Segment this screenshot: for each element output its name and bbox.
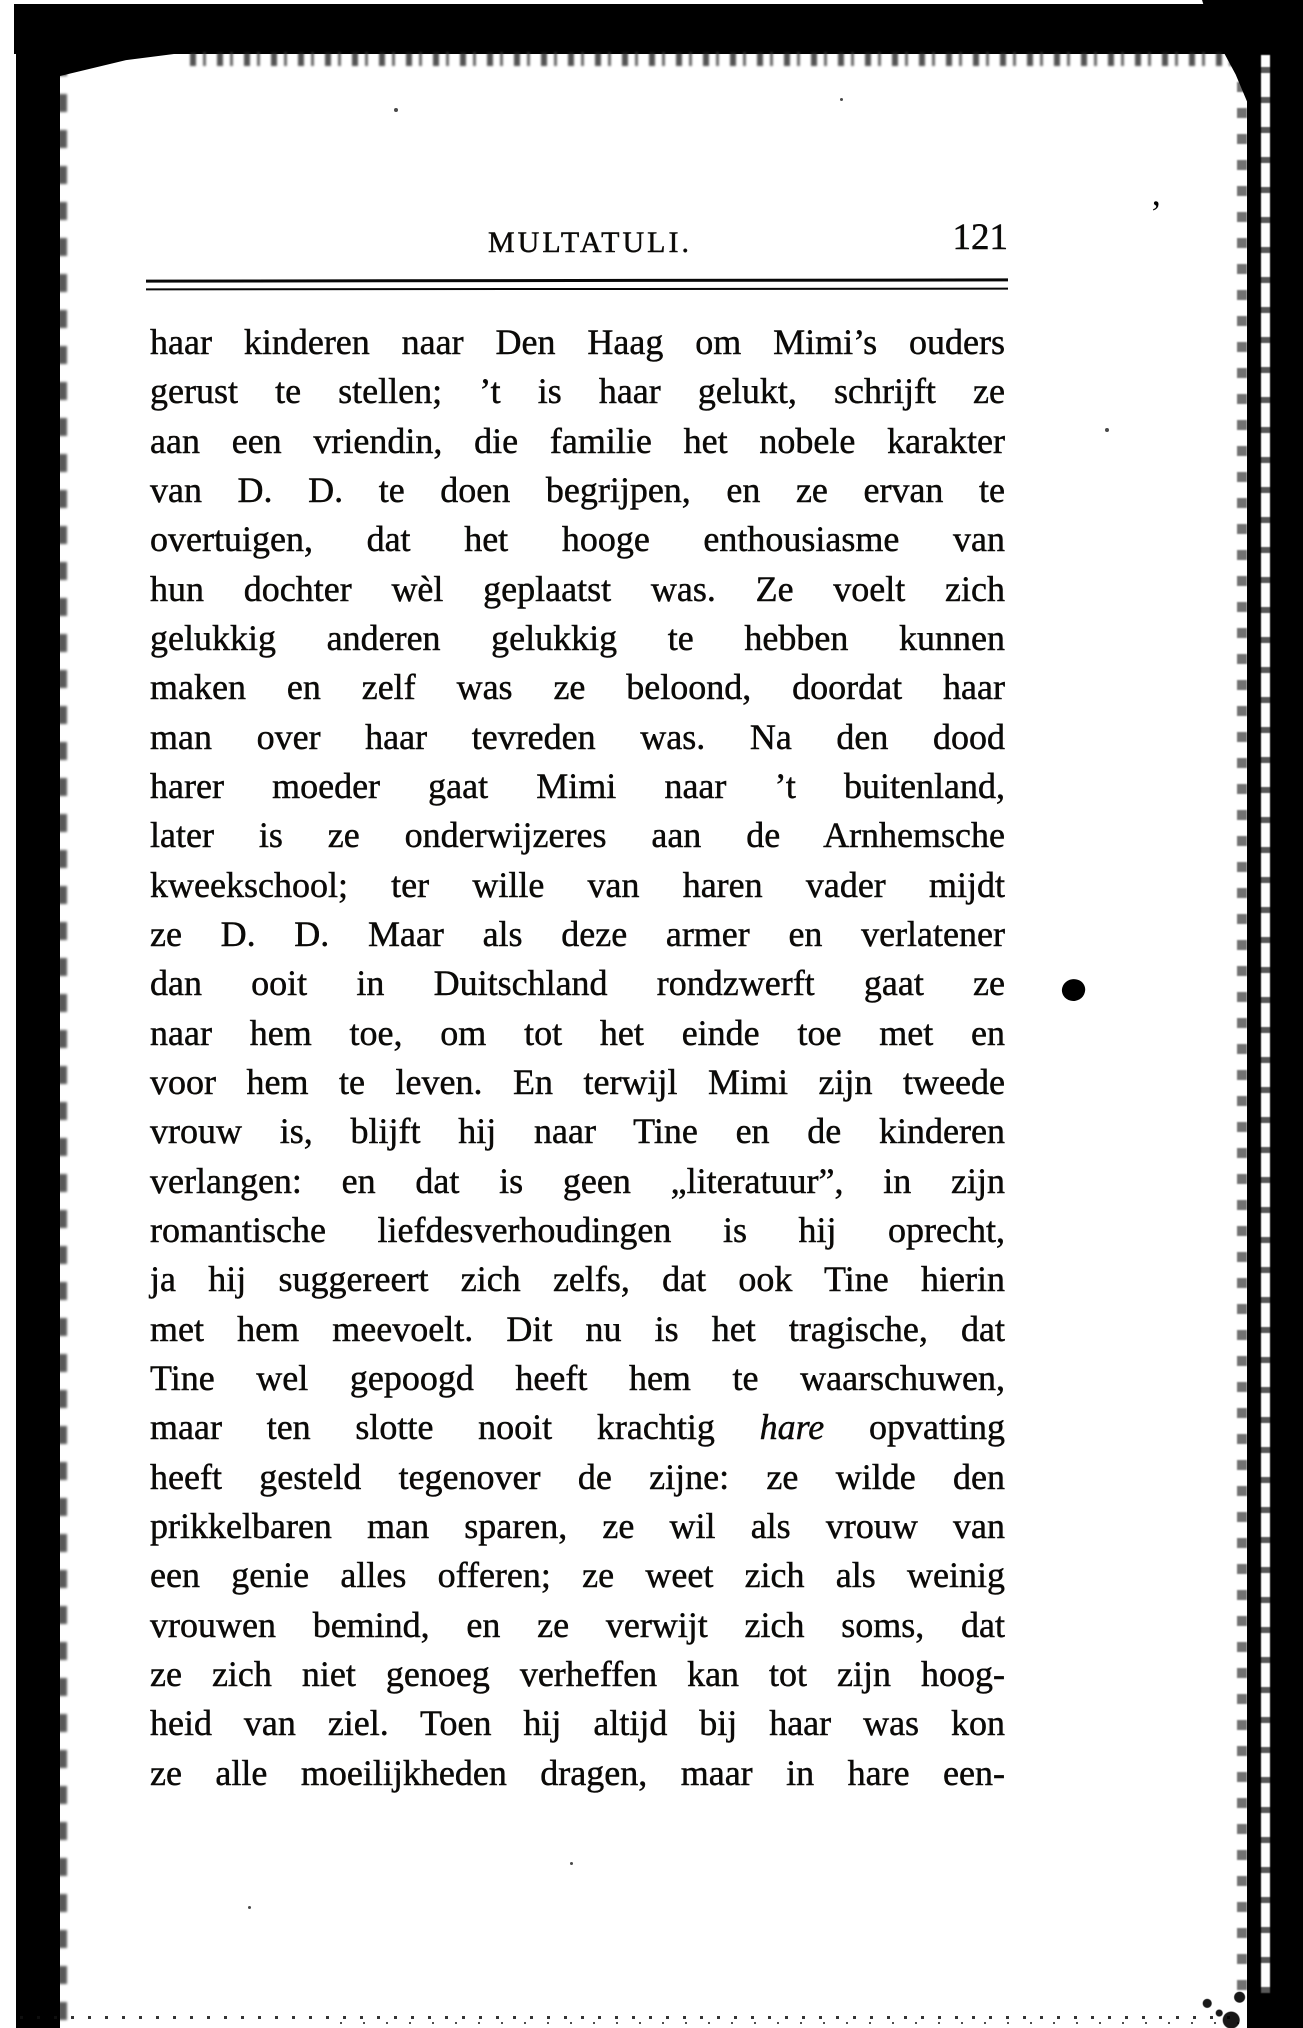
text-line: maken en zelf was ze beloond, doordat haar <box>150 667 1005 708</box>
scan-fray-right <box>1237 60 1247 1990</box>
text-line: Tine wel gepoogd heeft hem te waarschuwen, <box>150 1357 1005 1398</box>
text-line: een genie alles offeren; ze weet zich als weinig <box>150 1555 1005 1596</box>
text-line: ja hij suggereert zich zelfs, dat ook Tine hierin <box>150 1259 1005 1300</box>
paper-speck <box>394 108 398 112</box>
page-number: 121 <box>952 217 1008 258</box>
paper-speck <box>1105 428 1109 432</box>
text-line: heeft gesteld tegenover de zijne: ze wilde den <box>150 1456 1005 1497</box>
text-block <box>150 318 1005 1798</box>
scan-border-left <box>16 4 60 2028</box>
text-line: gelukkig anderen gelukkig te hebben kunnen <box>150 617 1005 658</box>
scan-fray-top <box>190 52 1235 66</box>
text-line: hun dochter wèl geplaatst was. Ze voelt zich <box>150 568 1005 609</box>
text-line: man over haar tevreden was. Na den dood <box>150 716 1005 757</box>
scan-speckles-corner <box>1188 1984 1248 2028</box>
header-rule-bottom <box>146 288 1008 291</box>
stray-mark: ’ <box>1150 193 1162 233</box>
text-line: haar kinderen naar Den Haag om Mimi’s ouders <box>150 322 1005 362</box>
scan-speckles-bottom <box>20 2016 1242 2019</box>
text-line: van D. D. te doen begrijpen, en ze ervan te <box>150 469 1005 510</box>
text-line: gerust te stellen; ’t is haar gelukt, schrijft ze <box>150 371 1005 412</box>
paper-speck <box>248 1906 251 1909</box>
scan-fray-left <box>58 70 67 2020</box>
text-line: later is ze onderwijzeres aan de Arnhemsche <box>150 815 1005 856</box>
text-line: verlangen: en dat is geen „literatuur”, in zijn <box>150 1160 1005 1201</box>
ink-blob <box>1060 977 1088 1004</box>
text-line: overtuigen, dat het hooge enthousiasme van <box>150 519 1005 560</box>
scan-speckles-bottom-2 <box>340 2022 1240 2024</box>
text-line: vrouw is, blijft hij naar Tine en de kinderen <box>150 1111 1005 1152</box>
header-rule-top <box>146 278 1008 282</box>
text-line: harer moeder gaat Mimi naar ’t buitenland, <box>150 765 1005 806</box>
text-line: voor hem te leven. En terwijl Mimi zijn tweede <box>150 1061 1005 1102</box>
text-line: prikkelbaren man sparen, ze wil als vrouw van <box>150 1505 1005 1546</box>
text-line: ze zich niet genoeg verheffen kan tot zijn hoog- <box>150 1653 1005 1694</box>
text-line: heid van ziel. Toen hij altijd bij haar was kon <box>150 1703 1005 1744</box>
text-line: romantische liefdesverhoudingen is hij oprecht, <box>150 1209 1005 1250</box>
text-line: ze alle moeilijkheden dragen, maar in hare een- <box>150 1752 1005 1793</box>
running-title: MULTATULI. <box>488 226 692 259</box>
text-line: maar ten slotte nooit krachtig hare opvatting <box>150 1407 1006 1448</box>
paper-speck <box>840 98 843 101</box>
text-line: aan een vriendin, die familie het nobele karakter <box>150 420 1005 461</box>
scan-gutter-streak <box>1261 55 1270 1993</box>
text-line: met hem meevoelt. Dit nu is het tragische, dat <box>150 1308 1005 1349</box>
text-line: dan ooit in Duitschland rondzwerft gaat ze <box>150 963 1005 1004</box>
text-line: vrouwen bemind, en ze verwijt zich soms, dat <box>150 1604 1005 1645</box>
scan-border-right <box>1247 0 1303 2028</box>
text-line: ze D. D. Maar als deze armer en verlatener <box>150 913 1005 954</box>
text-line: naar hem toe, om tot het einde toe met en <box>150 1012 1005 1053</box>
paper-speck <box>570 1862 573 1865</box>
text-line: kweekschool; ter wille van haren vader mijdt <box>150 864 1005 905</box>
